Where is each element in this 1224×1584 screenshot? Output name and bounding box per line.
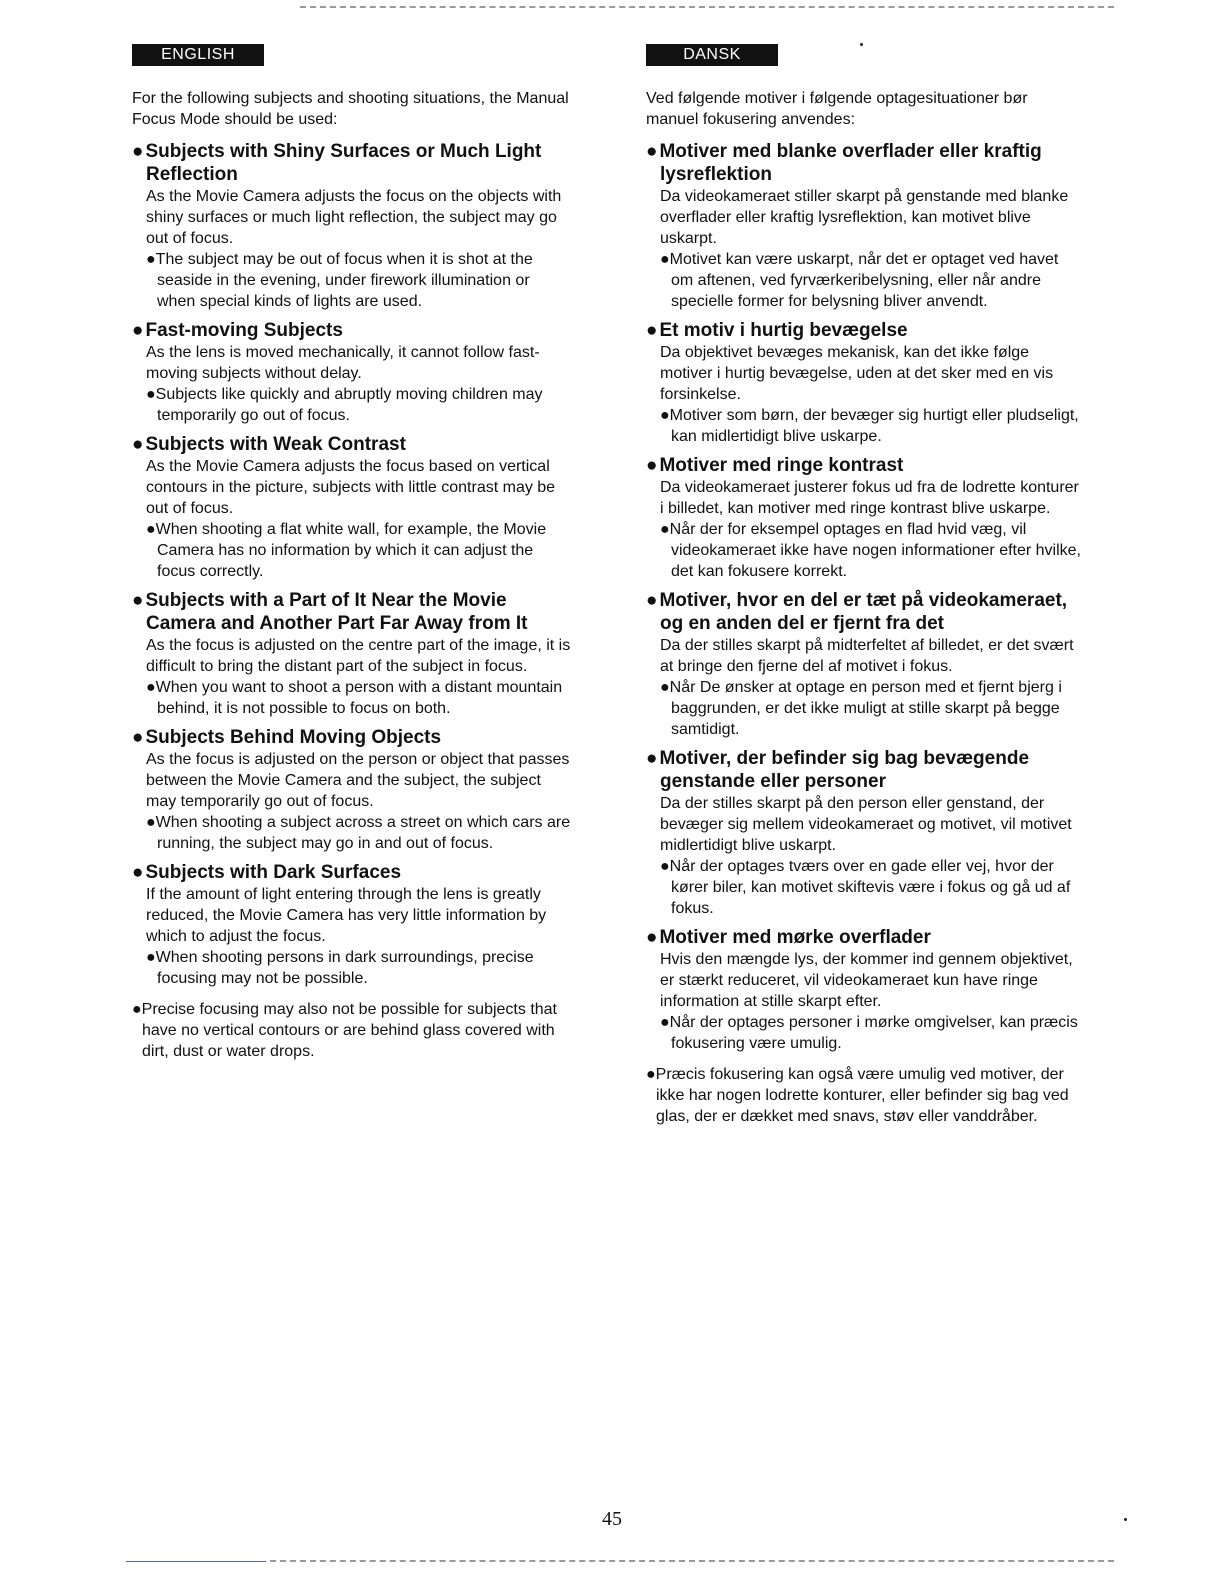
section-sub-bullet: ●Subjects like quickly and abruptly moving children may temporarily go out of focus.	[146, 386, 543, 424]
section-body: As the lens is moved mechanically, it cannot follow fast-moving subjects without delay.	[146, 344, 540, 382]
english-language-tab: ENGLISH	[132, 44, 264, 66]
dansk-section	[646, 454, 1082, 582]
bullet-icon: ●	[660, 521, 670, 538]
section-body: As the Movie Camera adjusts the focus based on vertical contours in the picture, subjects with little contrast may be out of focus.	[146, 458, 556, 517]
bullet-icon: ●	[146, 251, 156, 268]
bottom-rule	[126, 1561, 266, 1562]
dansk-section	[646, 140, 1082, 312]
section-body: Da der stilles skarpt på midterfeltet af billedet, er det svært at bringe den fjerne del af motivet i fokus.	[660, 637, 1074, 675]
section-body: Da objektivet bevæges mekanisk, kan det ikke følge motiver i hurtig bevægelse, uden at det sker med en vis forsinkelse.	[660, 344, 1054, 403]
english-section	[132, 433, 572, 582]
section-sub-bullet: ●When shooting a flat white wall, for example, the Movie Camera has no information by which it can adjust the focus correctly.	[146, 521, 547, 580]
english-section	[132, 589, 572, 719]
bullet-icon: ●	[660, 251, 670, 268]
section-body: As the Movie Camera adjusts the focus on the objects with shiny surfaces or much light reflection, the subject may go out of focus.	[146, 188, 562, 247]
section-body: If the amount of light entering through the lens is greatly reduced, the Movie Camera has very little information by which to adjust the focus.	[146, 886, 547, 945]
bullet-icon: ●	[132, 434, 144, 455]
bullet-icon: ●	[146, 814, 156, 831]
section-heading: ● Subjects with a Part of It Near the Movie Camera and Another Part Far Away from It	[132, 590, 528, 634]
bullet-icon: ●	[660, 407, 670, 424]
section-sub-bullet: ●When shooting persons in dark surroundings, precise focusing may not be possible.	[146, 949, 534, 987]
english-section	[132, 319, 572, 426]
section-heading: ● Motiver med mørke overflader	[646, 927, 931, 948]
section-heading: ● Motiver, hvor en del er tæt på videokameraet, og en anden del er fjernt fra det	[646, 590, 1068, 634]
dansk-language-tab: DANSK	[646, 44, 778, 66]
dansk-section	[646, 926, 1082, 1054]
section-body: Da videokameraet justerer fokus ud fra de lodrette konturer i billedet, kan motiver med ringe kontrast blive uskarpe.	[660, 479, 1079, 517]
section-sub-bullet: ●Motivet kan være uskarpt, når det er optaget ved havet om aftenen, ved fyrværkeribelysning, eller når andre specielle former for belysning bliver anvendt.	[660, 251, 1059, 310]
section-sub-bullet: ●Når der optages tværs over en gade eller vej, hvor der kører biler, kan motivet skiftevis være i fokus og gå ud af fokus.	[660, 858, 1071, 917]
english-section	[132, 861, 572, 989]
bullet-icon: ●	[146, 679, 156, 696]
bullet-icon: ●	[646, 141, 658, 162]
top-scan-line	[300, 6, 1114, 8]
english-intro: For the following subjects and shooting situations, the Manual Focus Mode should be used:	[132, 90, 569, 128]
section-sub-bullet: ●Når der optages personer i mørke omgivelser, kan præcis fokusering være umulig.	[660, 1014, 1078, 1052]
section-sub-bullet: ●The subject may be out of focus when it is shot at the seaside in the evening, under firework illumination or when special kinds of lights are used.	[146, 251, 533, 310]
section-sub-bullet: ●When shooting a subject across a street on which cars are running, the subject may go in and out of focus.	[146, 814, 571, 852]
section-heading: ● Et motiv i hurtig bevægelse	[646, 320, 908, 341]
section-heading: ● Motiver med ringe kontrast	[646, 455, 904, 476]
bottom-scan-line	[270, 1560, 1114, 1562]
section-body: Da der stilles skarpt på den person eller genstand, der bevæger sig mellem videokameraet og motivet, vil motivet midlertidigt blive uskarpt.	[660, 795, 1072, 854]
dansk-section	[646, 589, 1082, 740]
dansk-intro: Ved følgende motiver i følgende optagesituationer bør manuel fokusering anvendes:	[646, 90, 1028, 128]
dansk-final-note: ●Præcis fokusering kan også være umulig ved motiver, der ikke har nogen lodrette konturer, eller befinder sig bag ved glas, der er dækket med snavs, støv eller vanddråber.	[646, 1066, 1069, 1125]
bullet-icon: ●	[132, 1001, 142, 1018]
english-column	[132, 44, 572, 1062]
bullet-icon: ●	[132, 320, 144, 341]
section-heading: ● Subjects with Shiny Surfaces or Much Light Reflection	[132, 141, 542, 185]
bullet-icon: ●	[132, 590, 144, 611]
page-number: 45	[602, 1508, 622, 1530]
section-body: As the focus is adjusted on the person or object that passes between the Movie Camera and the subject, the subject may temporarily go out of focus.	[146, 751, 570, 810]
section-heading: ● Motiver, der befinder sig bag bevægende genstande eller personer	[646, 748, 1030, 792]
section-heading: ● Subjects with Weak Contrast	[132, 434, 406, 455]
section-heading: ● Motiver med blanke overflader eller kraftig lysreflektion	[646, 141, 1042, 185]
bullet-icon: ●	[146, 949, 156, 966]
section-body: Da videokameraet stiller skarpt på genstande med blanke overflader eller kraftig lysreflektion, kan motivet blive uskarpt.	[660, 188, 1069, 247]
english-section	[132, 726, 572, 854]
bullet-icon: ●	[660, 858, 670, 875]
section-sub-bullet: ●Når der for eksempel optages en flad hvid væg, vil videokameraet ikke have nogen informationer efter hvilke, det kan fokusere korrekt.	[660, 521, 1081, 580]
bullet-icon: ●	[646, 320, 658, 341]
section-heading: ● Fast-moving Subjects	[132, 320, 343, 341]
dansk-section	[646, 747, 1082, 919]
bullet-icon: ●	[146, 521, 156, 538]
section-body: As the focus is adjusted on the centre part of the image, it is difficult to bring the distant part of the subject in focus.	[146, 637, 571, 675]
english-final-note: ●Precise focusing may also not be possible for subjects that have no vertical contours or are behind glass covered with dirt, dust or water drops.	[132, 1001, 557, 1060]
section-sub-bullet: ●Når De ønsker at optage en person med et fjernt bjerg i baggrunden, er det ikke muligt at stille skarpt på begge samtidigt.	[660, 679, 1062, 738]
bullet-icon: ●	[132, 862, 144, 883]
english-section	[132, 140, 572, 312]
bullet-icon: ●	[132, 141, 144, 162]
bullet-icon: ●	[646, 748, 658, 769]
section-body: Hvis den mængde lys, der kommer ind gennem objektivet, er stærkt reduceret, vil videokameraet kun have ringe information at stille skarpt efter.	[660, 951, 1073, 1010]
bullet-icon: ●	[646, 455, 658, 476]
bullet-icon: ●	[146, 386, 156, 403]
bullet-icon: ●	[132, 727, 144, 748]
bullet-icon: ●	[646, 1066, 656, 1083]
bullet-icon: ●	[646, 590, 658, 611]
bullet-icon: ●	[660, 679, 670, 696]
bullet-icon: ●	[660, 1014, 670, 1031]
dansk-column	[646, 44, 1082, 1127]
bullet-icon: ●	[646, 927, 658, 948]
section-sub-bullet: ●Motiver som børn, der bevæger sig hurtigt eller pludseligt, kan midlertidigt blive uskarpe.	[660, 407, 1079, 445]
dansk-section	[646, 319, 1082, 447]
section-sub-bullet: ●When you want to shoot a person with a distant mountain behind, it is not possible to focus on both.	[146, 679, 563, 717]
section-heading: ● Subjects Behind Moving Objects	[132, 727, 442, 748]
section-heading: ● Subjects with Dark Surfaces	[132, 862, 402, 883]
